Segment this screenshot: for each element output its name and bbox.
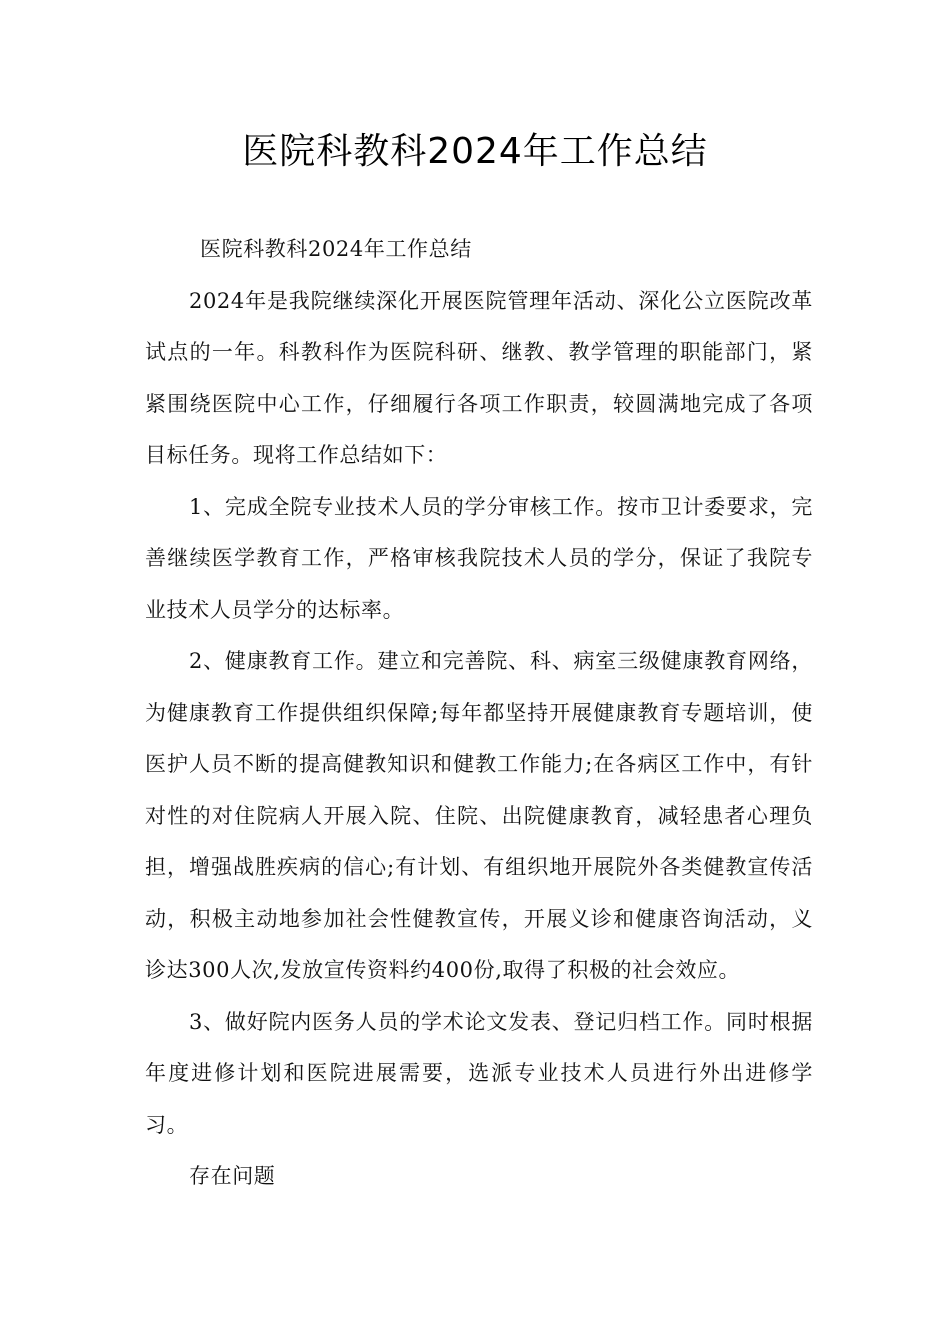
paragraph-item-3: 3、做好院内医务人员的学术论文发表、登记归档工作。同时根据年度进修计划和医院进展需要，选派专业技术人员进行外出进修学习。 bbox=[145, 1009, 813, 1137]
document-subtitle: 医院科教科2024年工作总结 bbox=[200, 237, 472, 261]
section-heading-problems: 存在问题 bbox=[189, 1164, 276, 1188]
document-body bbox=[145, 224, 813, 1203]
paragraph-item-2: 2、健康教育工作。建立和完善院、科、病室三级健康教育网络，为健康教育工作提供组织保障;每年都坚持开展健康教育专题培训，使医护人员不断的提高健教知识和健教工作能力;在各病区工作中，有针对性的对住院病人开展入院、住院、出院健康教育，减轻患者心理负担，增强战胜疾病的信心;有计划、有组织地开展院外各类健教宣传活动，积极主动地参加社会性健教宣传，开展义诊和健康咨询活动，义诊达300人次,发放宣传资料约400份,取得了积极的社会效应。 bbox=[145, 649, 813, 982]
paragraph-item-1: 1、完成全院专业技术人员的学分审核工作。按市卫计委要求，完善继续医学教育工作，严格审核我院技术人员的学分，保证了我院专业技术人员学分的达标率。 bbox=[145, 494, 813, 622]
document-title: 医院科教科2024年工作总结 bbox=[242, 131, 708, 172]
paragraph-intro: 2024年是我院继续深化开展医院管理年活动、深化公立医院改革试点的一年。科教科作为医院科研、继教、教学管理的职能部门，紧紧围绕医院中心工作，仔细履行各项工作职责，较圆满地完成了各项目标任务。现将工作总结如下： bbox=[145, 288, 813, 467]
